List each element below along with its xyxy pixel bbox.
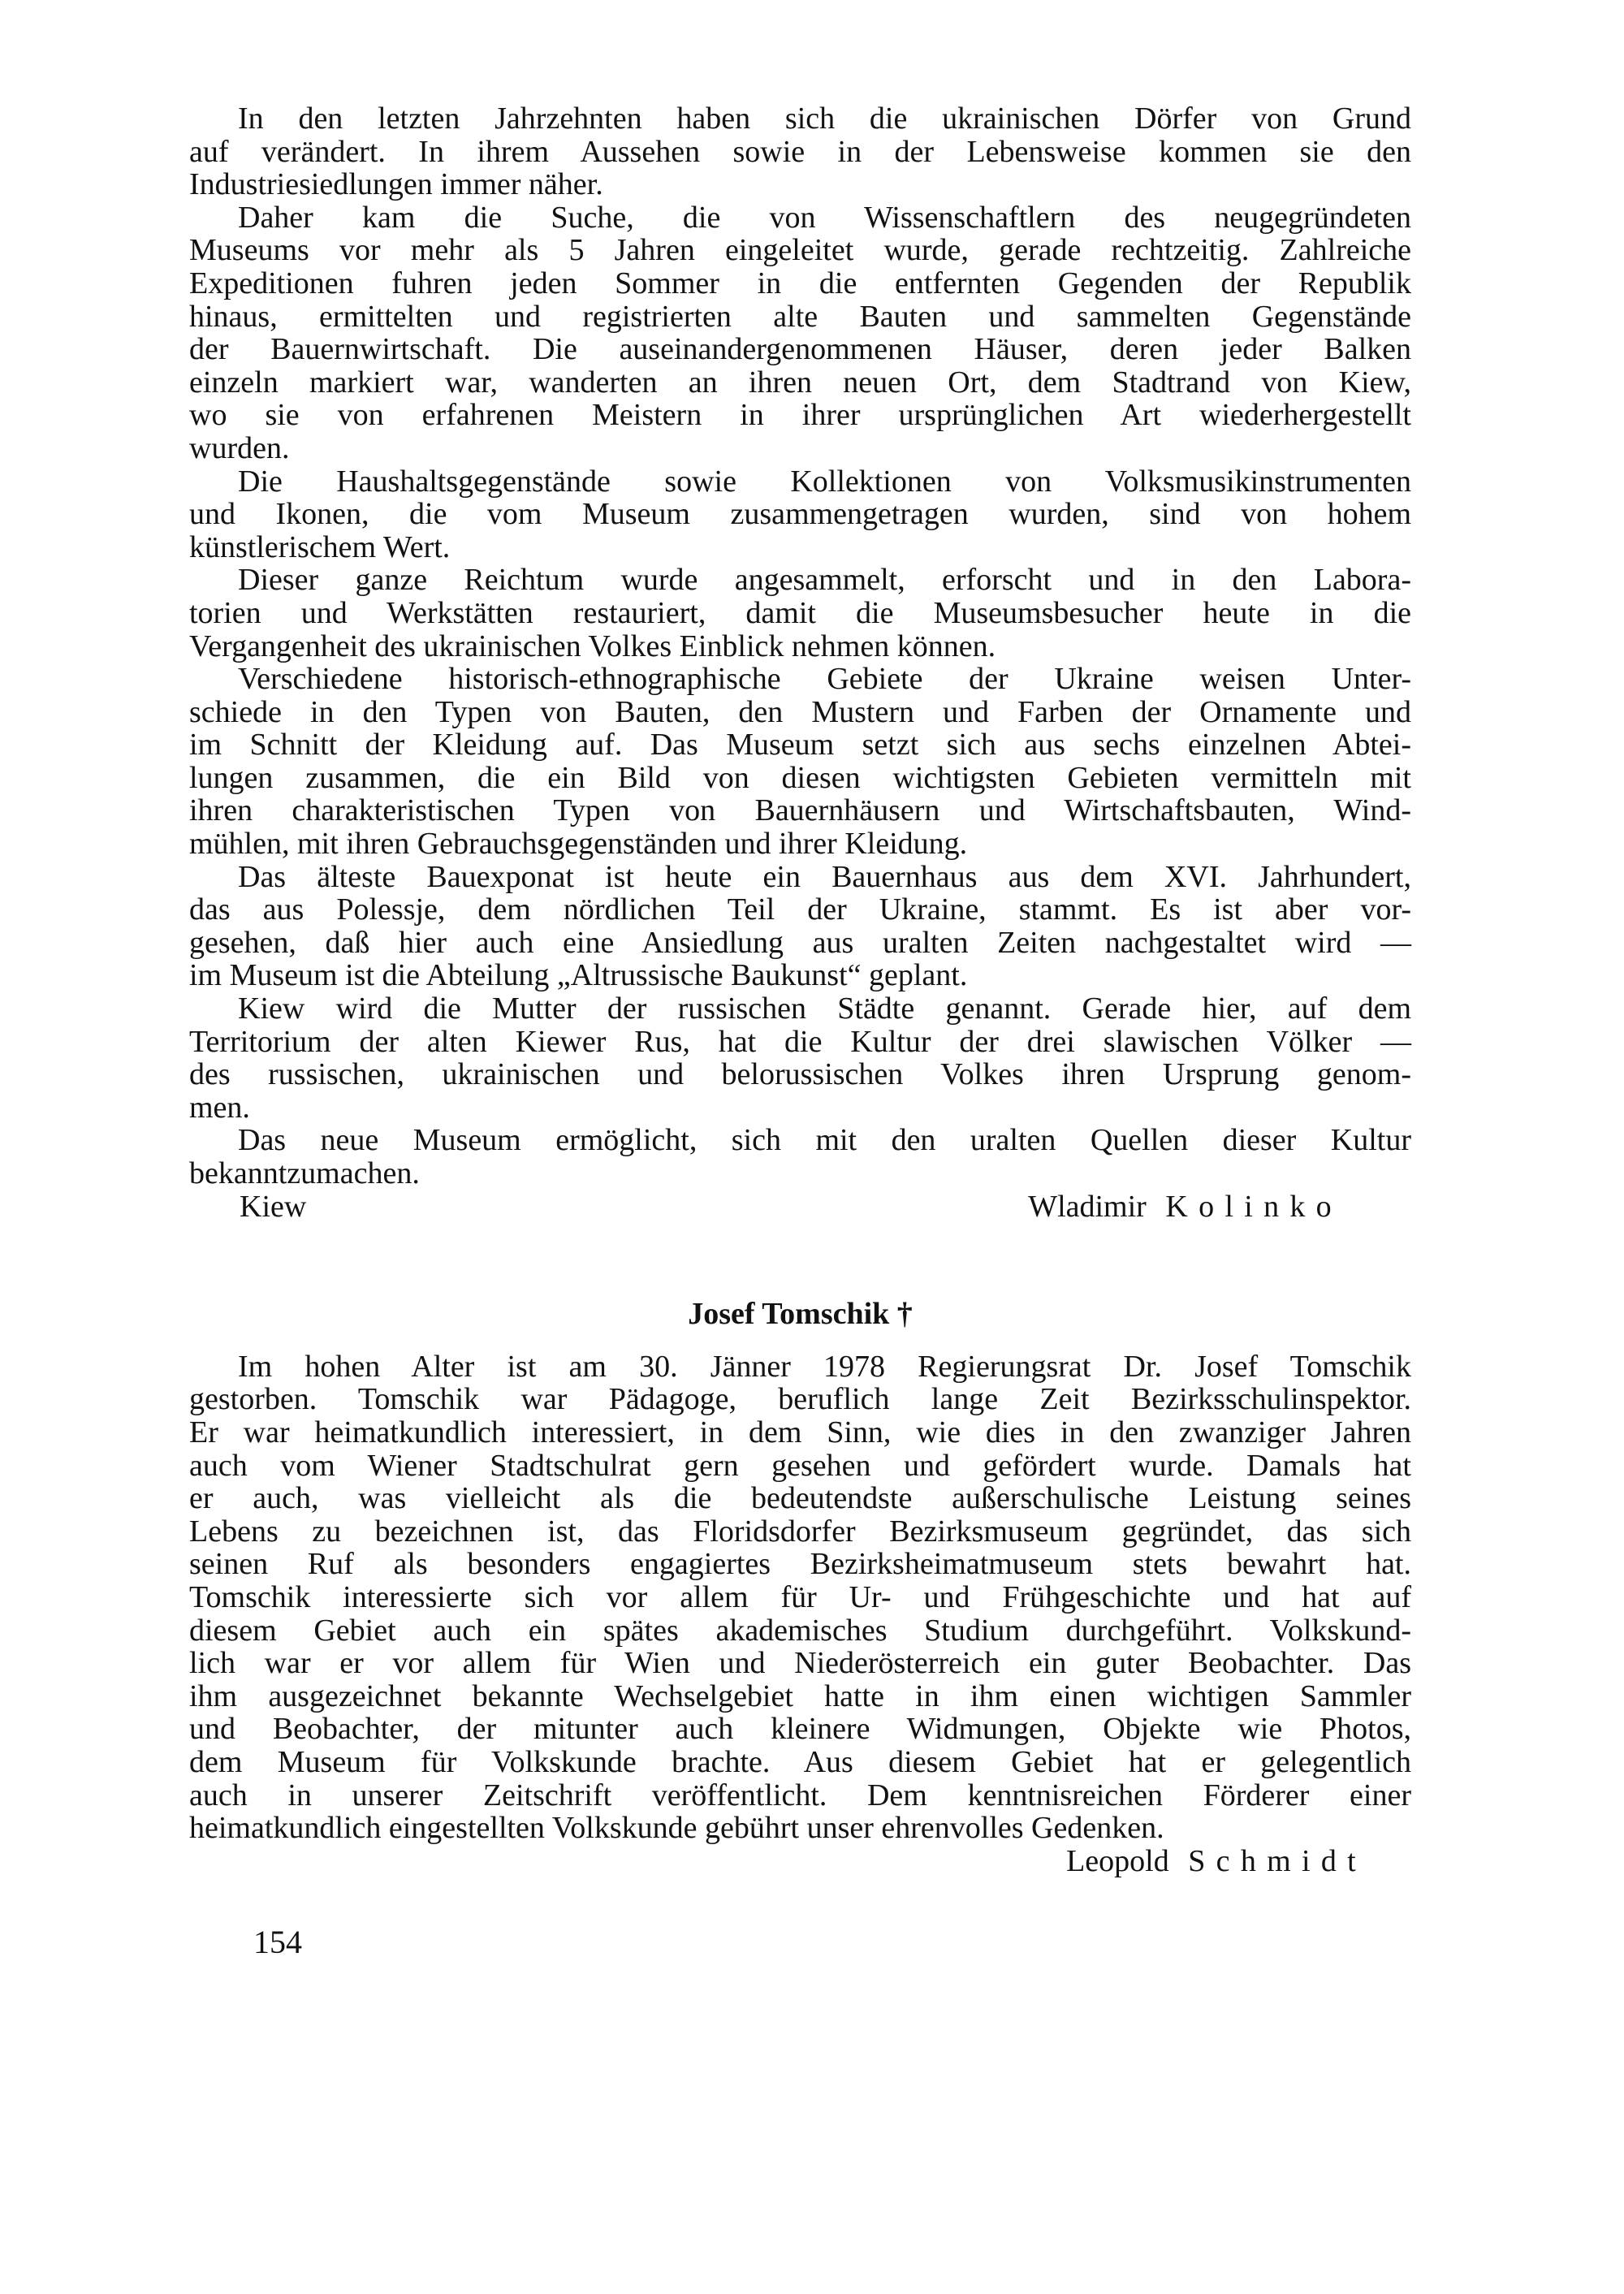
text-line: auch in unserer Zeitschrift veröffentlicht. Dem kenntnisreichen Förderer einer: [189, 1778, 1411, 1812]
text-line: auch vom Wiener Stadtschulrat gern gesehen und gefördert wurde. Damals hat: [189, 1448, 1411, 1483]
text-line: lungen zusammen, die ein Bild von diesen wichtigsten Gebieten vermitteln mit: [189, 760, 1411, 795]
text-line: im Schnitt der Kleidung auf. Das Museum setzt sich aus sechs einzelnen Abtei-: [189, 728, 1411, 763]
obituary-title: Josef Tomschik †: [688, 1297, 913, 1332]
text-line: das aus Polessje, dem nördlichen Teil der Ukraine, stammt. Es ist aber vor-: [189, 892, 1411, 927]
text-line: Tomschik interessierte sich vor allem für Ur- und Frühgeschichte und hat auf: [189, 1579, 1411, 1614]
author-last-name: Kolinko: [1165, 1189, 1342, 1224]
text-line: wurden.: [189, 430, 290, 465]
text-line: Dieser ganze Reichtum wurde angesammelt, erforscht und in den Labora-: [238, 563, 1411, 598]
obituary-signature-row: [189, 1845, 1411, 1878]
text-line: heimatkundlich eingestellten Volkskunde gebührt unser ehrenvolles Gedenken.: [189, 1811, 1164, 1846]
text-line: Das neue Museum ermöglicht, sich mit den uralten Quellen dieser Kultur: [238, 1123, 1411, 1158]
text-line: und Beobachter, der mitunter auch kleinere Widmungen, Objekte wie Photos,: [189, 1712, 1411, 1747]
text-line: im Museum ist die Abteilung „Altrussische Baukunst“ geplant.: [189, 958, 968, 993]
text-line: Kiew wird die Mutter der russischen Städte genannt. Gerade hier, auf dem: [238, 991, 1411, 1026]
text-line: Industriesiedlungen immer näher.: [189, 167, 603, 202]
text-line: und Ikonen, die vom Museum zusammengetragen wurden, sind von hohem: [189, 497, 1411, 532]
text-line: torien und Werkstätten restauriert, damit die Museumsbesucher heute in die: [189, 595, 1411, 630]
text-line: der Bauernwirtschaft. Die auseinandergenommenen Häuser, deren jeder Balken: [189, 332, 1411, 367]
text-line: Lebens zu bezeichnen ist, das Floridsdorfer Bezirksmuseum gegründet, das sich: [189, 1514, 1411, 1549]
text-line: künstlerischem Wert.: [189, 529, 451, 564]
text-line: des russischen, ukrainischen und belorussischen Volkes ihren Ursprung genom-: [189, 1057, 1411, 1092]
text-line: Verschiedene historisch-ethnographische Gebiete der Ukraine weisen Unter-: [238, 662, 1411, 697]
author-first-name: Leopold: [1066, 1843, 1169, 1878]
text-line: ihm ausgezeichnet bekannte Wechselgebiet hatte in ihm einen wichtigen Sammler: [189, 1678, 1411, 1713]
article-signature-author: [1028, 1190, 1411, 1224]
text-line: wo sie von erfahrenen Meistern in ihrer ursprünglichen Art wiederhergestellt: [189, 398, 1411, 433]
text-line: dem Museum für Volkskunde brachte. Aus diesem Gebiet hat er gelegentlich: [189, 1744, 1411, 1779]
text-line: diesem Gebiet auch ein spätes akademisches Studium durchgeführt. Volkskund-: [189, 1613, 1411, 1648]
text-line: Die Haushaltsgegenstände sowie Kollektionen von Volksmusikinstrumenten: [238, 464, 1411, 499]
text-line: auf verändert. In ihrem Aussehen sowie in der Lebensweise kommen sie den: [189, 134, 1411, 169]
obituary-signature-author: [1066, 1845, 1411, 1878]
text-line: schiede in den Typen von Bauten, den Mustern und Farben der Ornamente und: [189, 694, 1411, 729]
text-line: bekanntzumachen.: [189, 1156, 420, 1190]
author-first-name: Wladimir: [1028, 1189, 1147, 1224]
article-signature-row: [189, 1190, 1411, 1224]
text-line: Museums vor mehr als 5 Jahren eingeleitet wurde, gerade rechtzeitig. Zahlreiche: [189, 233, 1411, 268]
text-line: Im hohen Alter ist am 30. Jänner 1978 Regierungsrat Dr. Josef Tomschik: [238, 1349, 1411, 1384]
obituary-paragraphs: [189, 1350, 1411, 1845]
text-line: Er war heimatkundlich interessiert, in dem Sinn, wie dies in den zwanziger Jahren: [189, 1415, 1411, 1449]
page-text-block: [189, 102, 1411, 1877]
text-line: einzeln markiert war, wanderten an ihren neuen Ort, dem Stadtrand von Kiew,: [189, 365, 1411, 400]
text-line: Expeditionen fuhren jeden Sommer in die entfernten Gegenden der Republik: [189, 266, 1411, 300]
text-line: er auch, was vielleicht als die bedeutendste außerschulische Leistung seines: [189, 1481, 1411, 1516]
text-line: Territorium der alten Kiewer Rus, hat die Kultur der drei slawischen Völker —: [189, 1024, 1411, 1059]
text-line: hinaus, ermittelten und registrierten alte Bauten und sammelten Gegenstände: [189, 299, 1411, 334]
text-line: Daher kam die Suche, die von Wissenschaftlern des neugegründeten: [238, 200, 1411, 235]
text-line: men.: [189, 1090, 250, 1125]
page-number: 154: [253, 1924, 302, 1960]
text-line: gestorben. Tomschik war Pädagoge, beruflich lange Zeit Bezirksschulinspektor.: [189, 1382, 1411, 1417]
text-line: mühlen, mit ihren Gebrauchsgegenständen und ihrer Kleidung.: [189, 827, 968, 862]
article-end-paragraphs: [189, 102, 1411, 1190]
author-last-name: Schmidt: [1188, 1843, 1367, 1878]
text-line: Das älteste Bauexponat ist heute ein Bauernhaus aus dem XVI. Jahrhundert,: [238, 859, 1411, 894]
text-line: ihren charakteristischen Typen von Bauernhäusern und Wirtschaftsbauten, Wind-: [189, 793, 1411, 828]
signature-place: Kiew: [240, 1189, 307, 1224]
text-line: seinen Ruf als besonders engagiertes Bezirksheimatmuseum stets bewahrt hat.: [189, 1547, 1411, 1582]
text-line: Vergangenheit des ukrainischen Volkes Einblick nehmen können.: [189, 629, 996, 663]
text-line: gesehen, daß hier auch eine Ansiedlung aus uralten Zeiten nachgestaltet wird —: [189, 925, 1411, 960]
text-line: In den letzten Jahrzehnten haben sich die ukrainischen Dörfer von Grund: [238, 102, 1411, 136]
text-line: lich war er vor allem für Wien und Niederösterreich ein guter Beobachter. Das: [189, 1646, 1411, 1681]
